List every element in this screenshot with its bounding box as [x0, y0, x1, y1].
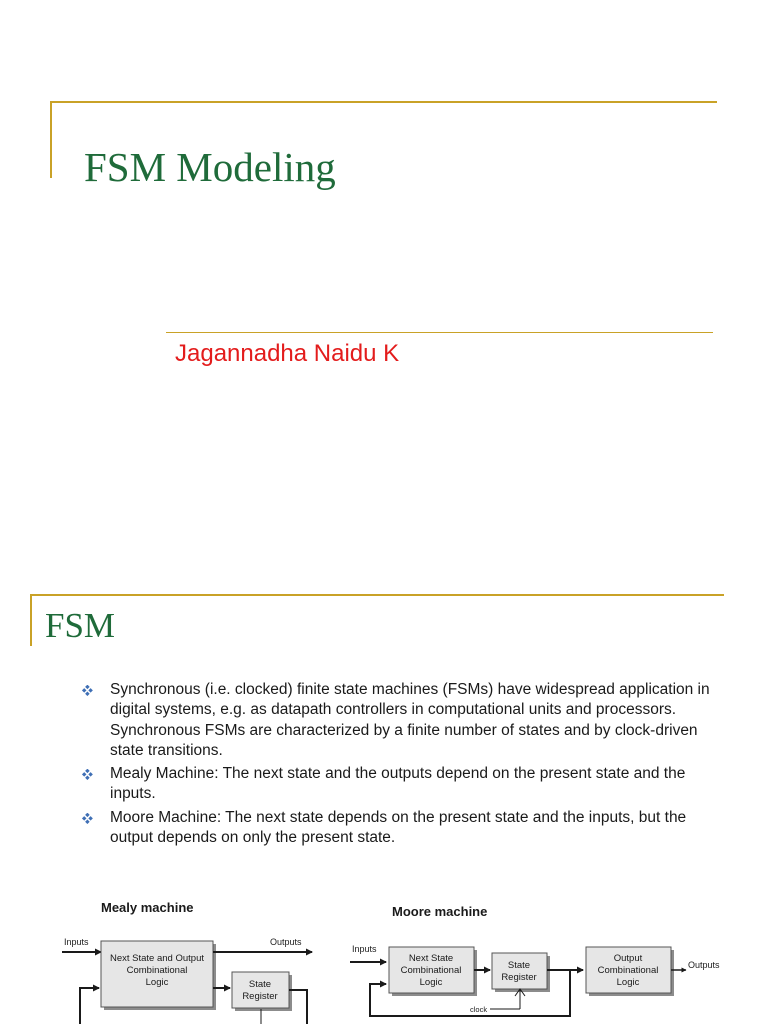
bullet-text: Synchronous (i.e. clocked) finite state machines (FSMs) have widespread application in digital systems, e.g. as datapath controllers in computational units and processors. Synchronous FSMs are characterized by a finite number of states and by clock-driven state transitions. — [110, 681, 710, 759]
moore-inputs-label: Inputs — [352, 944, 377, 954]
slide-title: FSM Modeling — [84, 144, 336, 190]
moore-clock-label: clock — [470, 1005, 488, 1014]
moore-output-line-2: Combinational — [597, 965, 659, 976]
mealy-logic-line-3: Logic — [145, 977, 169, 988]
mealy-machine-diagram — [62, 937, 312, 1024]
mealy-inputs-label: Inputs — [64, 937, 89, 947]
fsm-slide-title: FSM — [45, 606, 116, 645]
mealy-logic-line-1: Next State and Output — [109, 953, 205, 964]
moore-next-state-line-3: Logic — [419, 977, 443, 988]
mealy-register-line-2: Register — [242, 991, 278, 1002]
moore-next-state-line-1: Next State — [408, 953, 454, 964]
moore-output-line-1: Output — [613, 953, 643, 964]
moore-diagram-title: Moore machine — [392, 904, 488, 919]
moore-output-line-3: Logic — [616, 977, 640, 988]
moore-register-line-1: State — [507, 960, 531, 971]
mealy-register-block — [232, 972, 289, 1008]
author-name: Jagannadha Naidu K — [175, 340, 400, 367]
moore-next-state-line-2: Combinational — [400, 965, 462, 976]
mealy-feedback-left — [80, 988, 99, 1024]
mealy-outputs-label: Outputs — [270, 937, 302, 947]
bullet-text: Mealy Machine: The next state and the outputs depend on the present state and the inputs. — [110, 765, 686, 803]
mealy-diagram-title: Mealy machine — [101, 900, 194, 915]
moore-register-block — [492, 953, 547, 989]
moore-outputs-label: Outputs — [688, 960, 720, 970]
mealy-logic-line-2: Combinational — [126, 965, 188, 976]
bullet-text: Moore Machine: The next state depends on the present state and the inputs, but the output depends on only the present state. — [110, 808, 687, 847]
moore-machine-diagram — [350, 944, 720, 1016]
mealy-register-line-1: State — [248, 979, 272, 990]
moore-register-line-2: Register — [501, 972, 537, 983]
